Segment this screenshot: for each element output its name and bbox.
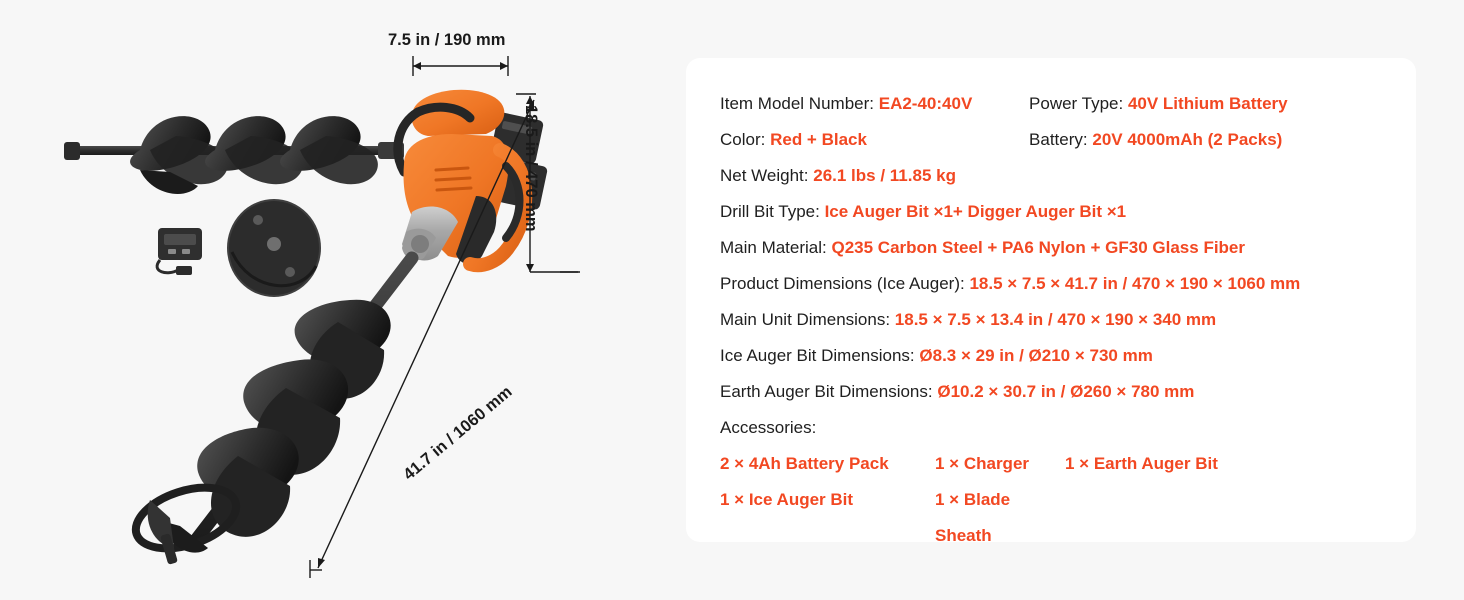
product-illustration (0, 0, 660, 600)
spec-row-net-weight (720, 158, 1396, 194)
spec-row-product-dimensions (720, 266, 1396, 302)
spec-net-weight-label: Net Weight: (720, 166, 809, 185)
dimension-label-length: 41.7 in / 1060 mm (400, 382, 516, 484)
spec-row-drill-bit-type (720, 194, 1396, 230)
spec-row-color-battery (720, 122, 1396, 158)
accessory-item: 1 × Earth Auger Bit (1065, 454, 1218, 473)
spec-product-dims-value: 18.5 × 7.5 × 41.7 in / 470 × 190 × 1060 mm (969, 274, 1301, 293)
spec-main-material-label: Main Material: (720, 238, 827, 257)
spec-ice-bit-dims-value: Ø8.3 × 29 in / Ø210 × 730 mm (919, 346, 1153, 365)
accessory-item: 2 × 4Ah Battery Pack (720, 454, 889, 473)
blade-sheath-graphic (228, 200, 320, 296)
accessories-row-2 (720, 482, 1396, 554)
spec-row-earth-bit-dimensions (720, 374, 1396, 410)
spec-color (720, 122, 1029, 158)
spec-power-type-label: Power Type: (1029, 94, 1124, 113)
spec-main-material-value: Q235 Carbon Steel + PA6 Nylon + GF30 Glass Fiber (831, 238, 1246, 257)
spec-product-dims-label: Product Dimensions (Ice Auger): (720, 274, 965, 293)
spec-color-value: Red + Black (770, 130, 867, 149)
spec-row-model-power (720, 86, 1396, 122)
spec-main-unit-dims-label: Main Unit Dimensions: (720, 310, 891, 329)
spec-row-main-material (720, 230, 1396, 266)
spec-row-main-unit-dimensions (720, 302, 1396, 338)
ice-auger-bit-graphic (128, 258, 412, 565)
spec-power-type (1029, 86, 1396, 122)
accessories-row-1 (720, 446, 1396, 482)
accessory-spacer (1065, 482, 1295, 554)
spec-earth-bit-dims-label: Earth Auger Bit Dimensions: (720, 382, 933, 401)
spec-row-ice-bit-dimensions (720, 338, 1396, 374)
spec-drill-bit-value: Ice Auger Bit ×1+ Digger Auger Bit ×1 (824, 202, 1127, 221)
charger-graphic (157, 228, 202, 275)
accessory-item: 1 × Ice Auger Bit (720, 490, 854, 509)
product-image-panel (0, 0, 660, 600)
spec-model-value: EA2-40:40V (878, 94, 973, 113)
dimension-label-height: 18.5 in / 470 mm (522, 105, 540, 232)
spec-main-unit-dims-value: 18.5 × 7.5 × 13.4 in / 470 × 190 × 340 mm (894, 310, 1217, 329)
spec-battery-value: 20V 4000mAh (2 Packs) (1092, 130, 1283, 149)
specifications-card (686, 58, 1416, 545)
spec-power-type-value: 40V Lithium Battery (1127, 94, 1288, 113)
spec-color-label: Color: (720, 130, 766, 149)
spec-net-weight-value: 26.1 lbs / 11.85 kg (813, 166, 956, 185)
accessory-item: 1 × Blade Sheath (935, 490, 1011, 545)
spec-ice-bit-dims-label: Ice Auger Bit Dimensions: (720, 346, 915, 365)
spec-accessories-label: Accessories: (720, 418, 817, 437)
accessory-item: 1 × Charger (935, 454, 1030, 473)
spec-drill-bit-label: Drill Bit Type: (720, 202, 820, 221)
spec-earth-bit-dims-value: Ø10.2 × 30.7 in / Ø260 × 780 mm (937, 382, 1195, 401)
specifications-list (720, 86, 1396, 554)
spec-battery-label: Battery: (1029, 130, 1088, 149)
spec-row-accessories-heading (720, 410, 1396, 446)
spec-battery (1029, 122, 1396, 158)
earth-auger-bit-graphic (64, 116, 404, 194)
spec-model-label: Item Model Number: (720, 94, 874, 113)
spec-model (720, 86, 1029, 122)
dimension-label-width: 7.5 in / 190 mm (388, 31, 506, 49)
